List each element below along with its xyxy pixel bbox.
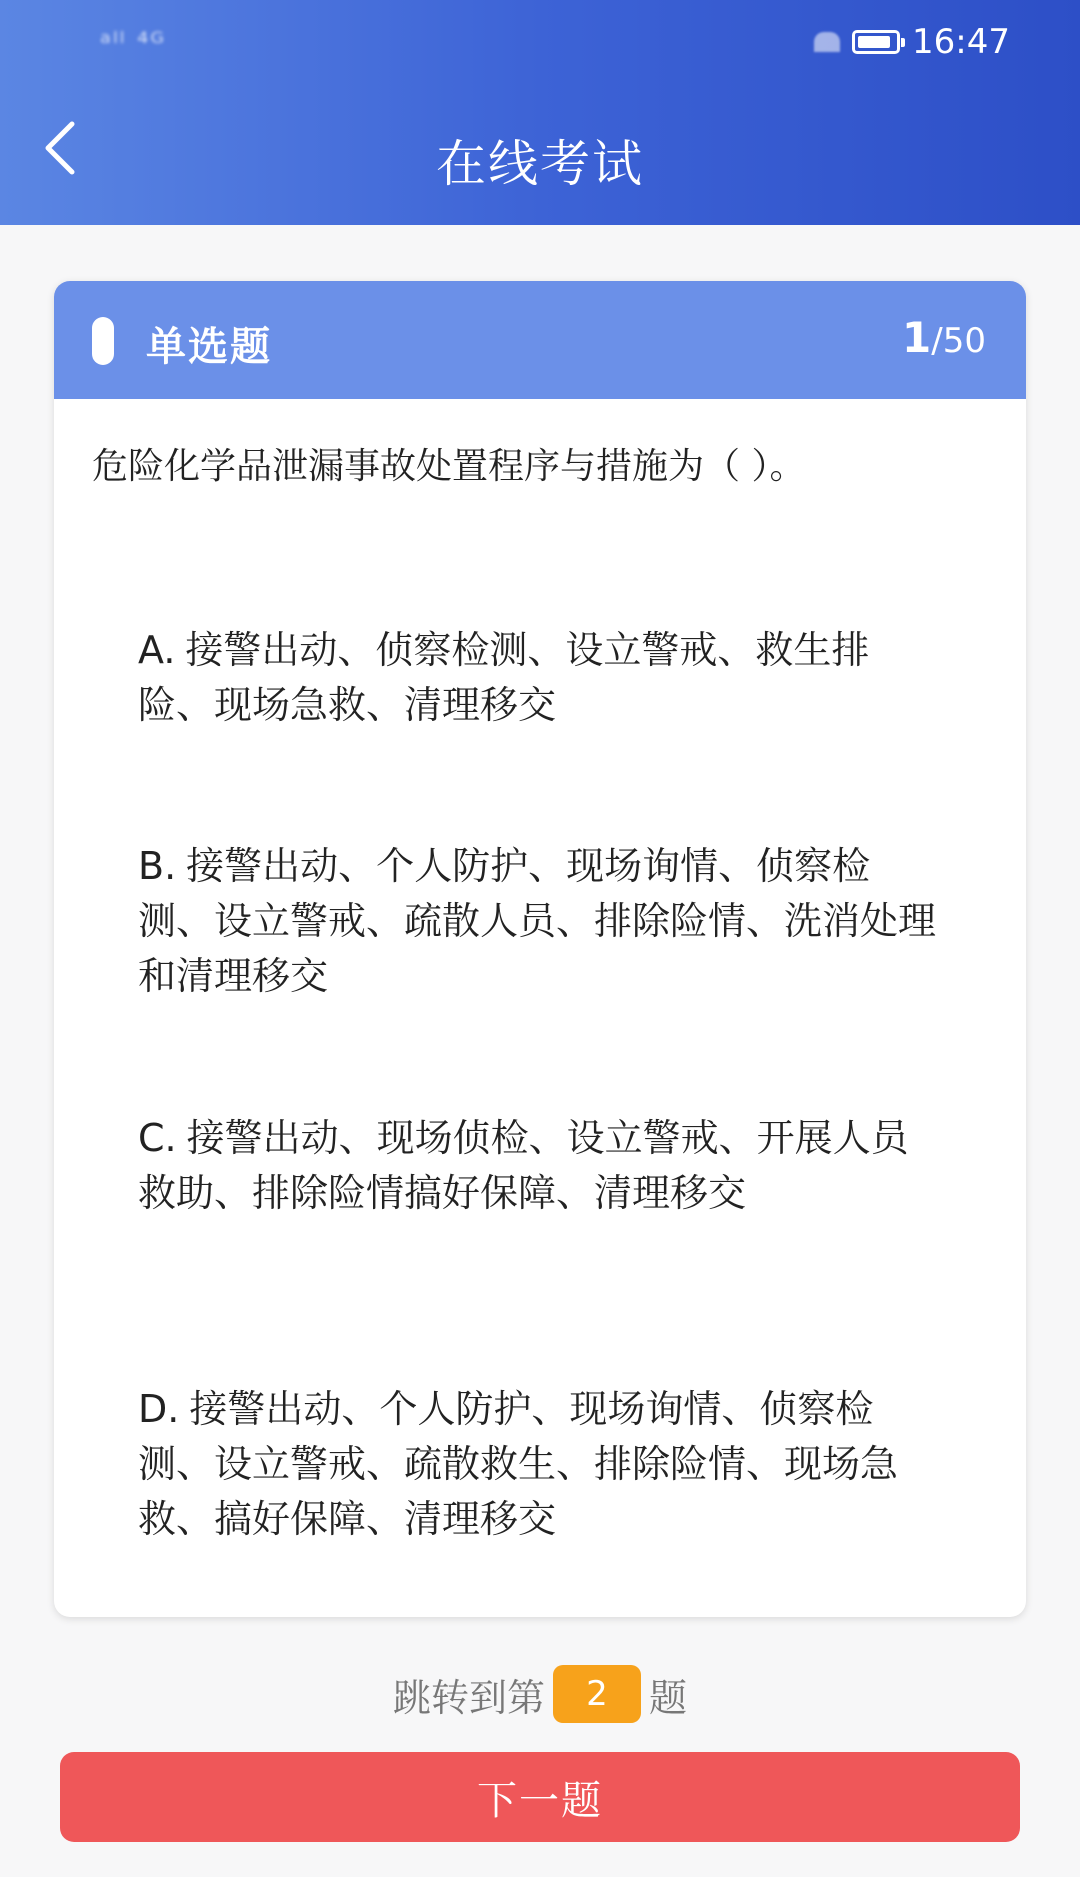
option-a[interactable] [138, 623, 938, 733]
section-marker [92, 317, 114, 365]
question-type-label: 单选题 [146, 324, 272, 370]
jump-prefix-label: 跳转到第 [392, 1675, 545, 1720]
counter-separator: / [931, 321, 943, 361]
question-card [54, 281, 1026, 1617]
option-text: 接警出动、个人防护、现场询情、侦察检测、设立警戒、疏散人员、排除险情、洗消处理和清理移交 [138, 844, 937, 998]
option-letter: A. [138, 628, 176, 672]
question-text: 危险化学品泄漏事故处置程序与措施为（ ）。 [92, 446, 806, 487]
option-letter: B. [138, 844, 177, 888]
question-counter [902, 313, 986, 362]
status-signal-text: ᵃˡˡ ⁴ᴳ [100, 26, 167, 59]
total-question-count: 50 [942, 321, 986, 361]
option-c[interactable] [138, 1111, 938, 1221]
next-question-button[interactable]: 下一题 [60, 1752, 1020, 1842]
option-b[interactable] [138, 839, 938, 1004]
status-time: 16:47 [912, 22, 1010, 62]
app-header [0, 0, 1080, 225]
jump-to-question [0, 1663, 1080, 1725]
option-letter: D. [138, 1387, 180, 1431]
option-text: 接警出动、现场侦检、设立警戒、开展人员救助、排除险情搞好保障、清理移交 [138, 1116, 909, 1215]
jump-question-input[interactable]: 2 [553, 1665, 641, 1723]
option-text: 接警出动、个人防护、现场询情、侦察检测、设立警戒、疏散救生、排除险情、现场急救、搞好保障、清理移交 [138, 1387, 899, 1541]
status-bar-right [814, 22, 1010, 62]
battery-icon [852, 30, 900, 54]
jump-suffix-label: 题 [649, 1675, 688, 1720]
option-d[interactable] [138, 1382, 938, 1547]
current-question-number: 1 [902, 313, 932, 362]
page-title: 在线考试 [436, 135, 644, 193]
option-letter: C. [138, 1116, 177, 1160]
option-text: 接警出动、侦察检测、设立警戒、救生排险、现场急救、清理移交 [138, 628, 870, 727]
question-card-header [54, 281, 1026, 399]
notification-icon [814, 32, 840, 52]
